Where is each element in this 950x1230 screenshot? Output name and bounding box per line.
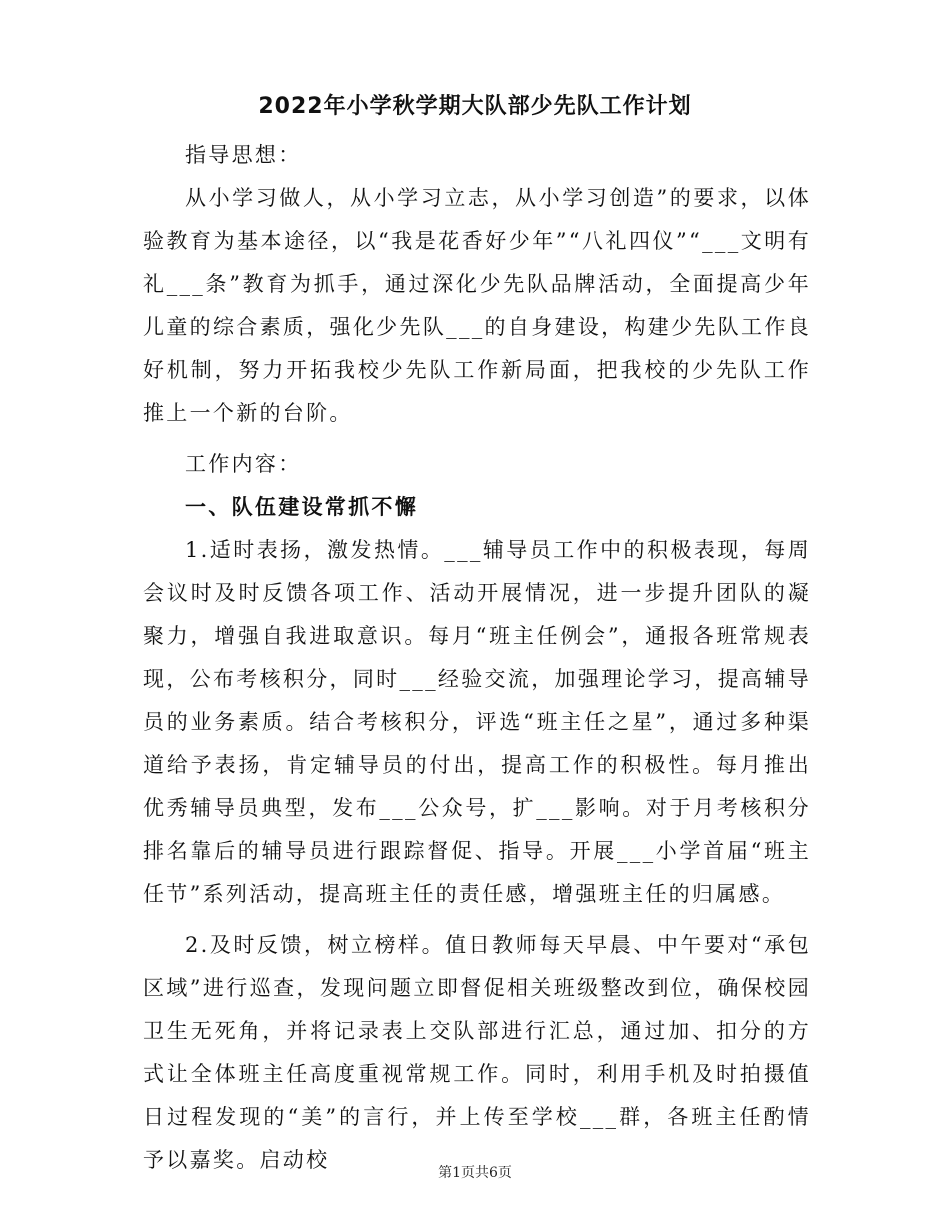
guiding-thought-paragraph: 从小学习做人，从小学习立志，从小学习创造”的要求，以体验教育为基本途径，以“我是花香好少年”“八礼四仪”“___文明有礼___条”教育为抓手，通过深化少先队品牌活动，全面提高少年儿童的综合素质，强化少先队___的自身建设，构建少先队工作良好机制，努力开拓我校少先队工作新局面，把我校的少先队工作推上一个新的台阶。 [143, 186, 811, 425]
section-heading-1: 一、队伍建设常抓不懈 [185, 495, 418, 519]
document-body [143, 134, 811, 1182]
work-content-label: 工作内容： [185, 452, 302, 476]
guiding-thought-label: 指导思想： [185, 143, 302, 167]
paragraph-item-2: 2.及时反馈，树立榜样。值日教师每天早晨、中午要对“承包区域”进行巡查，发现问题立即督促相关班级整改到位，确保校园卫生无死角，并将记录表上交队部进行汇总，通过加、扣分的方式让全体班主任高度重视常规工作。同时，利用手机及时拍摄值日过程发现的“美”的言行，并上传至学校___群，各班主任酌情予以嘉奖。启动校 [143, 933, 811, 1172]
paragraph-item-1: 1.适时表扬，激发热情。___辅导员工作中的积极表现，每周会议时及时反馈各项工作、活动开展情况，进一步提升团队的凝聚力，增强自我进取意识。每月“班主任例会”，通报各班常规表现，公布考核积分，同时___经验交流，加强理论学习，提高辅导员的业务素质。结合考核积分，评选“班主任之星”，通过多种渠道给予表扬，肯定辅导员的付出，提高工作的积极性。每月推出优秀辅导员典型，发布___公众号，扩___影响。对于月考核积分排名靠后的辅导员进行跟踪督促、指导。开展___小学首届“班主任节”系列活动，提高班主任的责任感，增强班主任的归属感。 [143, 538, 811, 906]
document-title: 2022年小学秋学期大队部少先队工作计划 [258, 94, 692, 119]
page-number-footer: 第1页共6页 [438, 1165, 512, 1181]
